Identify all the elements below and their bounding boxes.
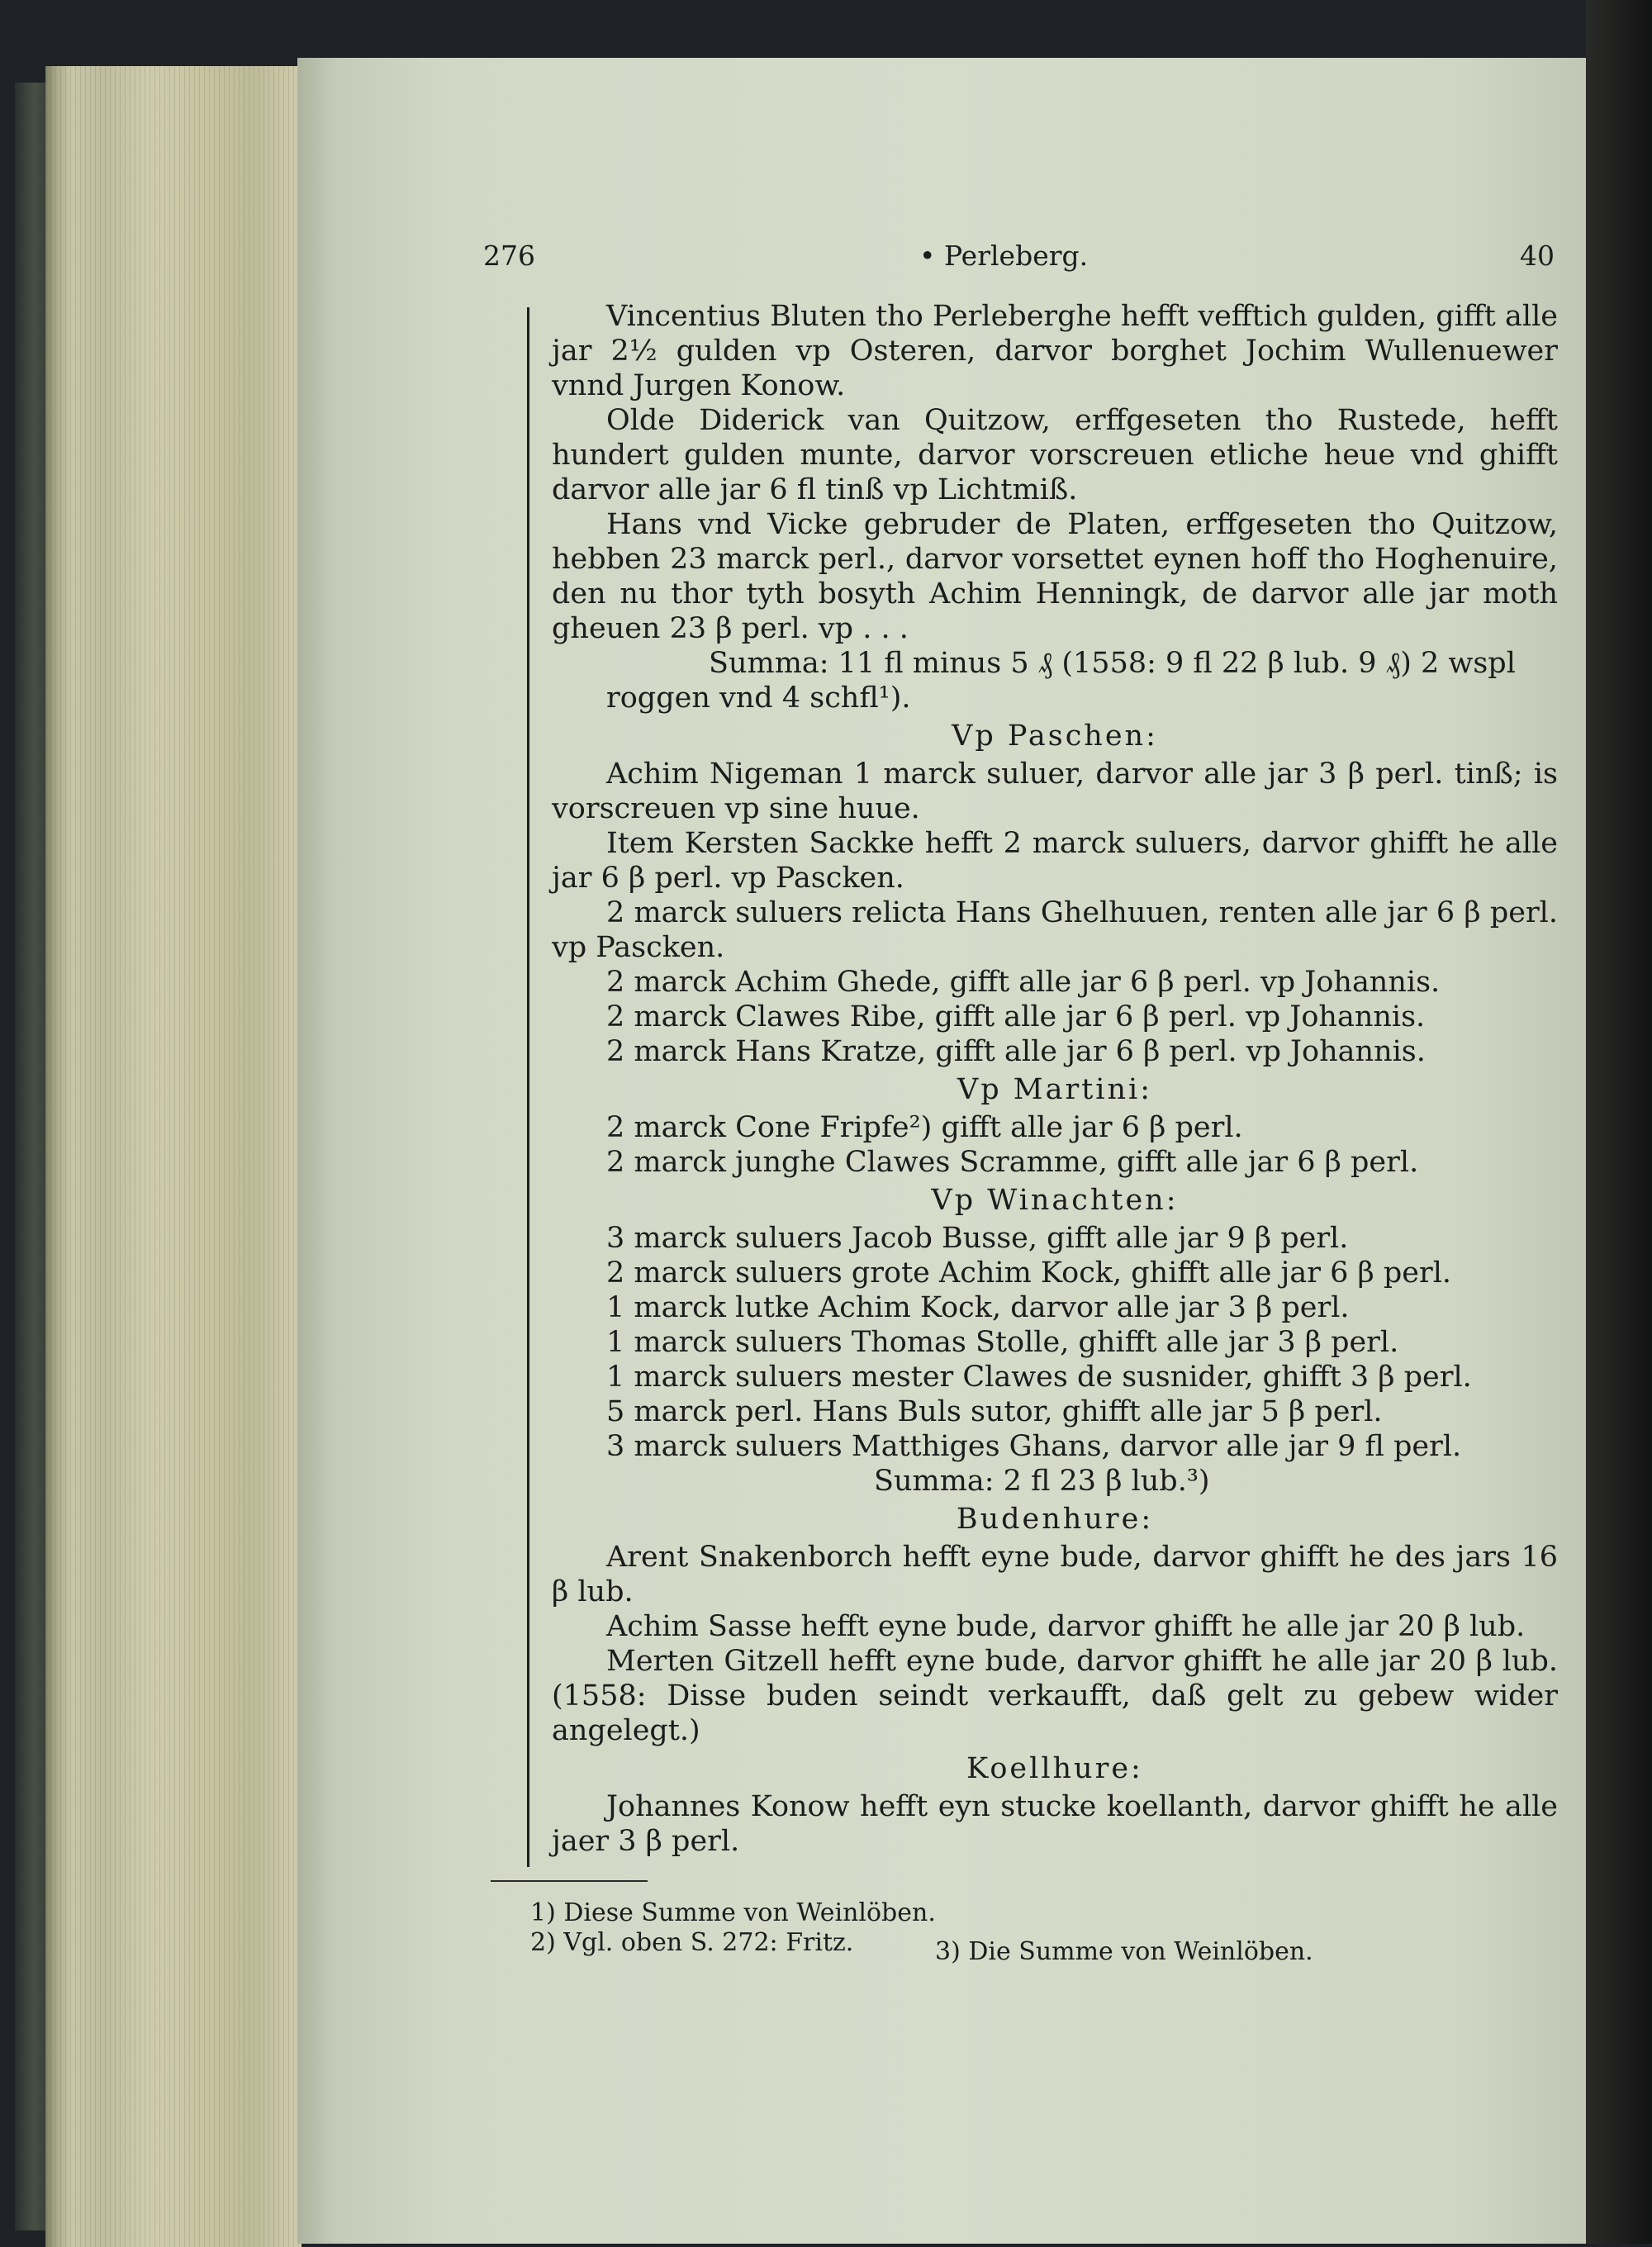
entry: Merten Gitzell hefft eyne bude, darvor ghifft he alle jar 20 β lub. (1558: Disse buden seindt verkaufft, daß gelt zu gebew wider angelegt.): [552, 1645, 1558, 1747]
entry: 2 marck Cone Fripfe²) gifft alle jar 6 β perl.: [606, 1111, 1243, 1144]
page-number: 276: [483, 240, 535, 272]
paragraph: Olde Diderick van Quitzow, erffgeseten tho Rustede, hefft hundert gulden munte, darvor vorscreuen etliche heue vnd ghifft darvor alle jar 6 fl tinß vp Lichtmiß.: [552, 404, 1558, 506]
entry: 3 marck suluers Matthiges Ghans, darvor alle jar 9 fl perl.: [606, 1430, 1462, 1463]
summa-line: Summa: 2 fl 23 β lub.³): [874, 1465, 1210, 1498]
section-heading: Koellhure:: [966, 1752, 1143, 1785]
running-title: • Perleberg.: [919, 240, 1089, 272]
entry: Item Kersten Sackke hefft 2 marck suluers, darvor ghifft he alle jar 6 β perl. vp Pascken.: [552, 827, 1558, 895]
summa-line-cont: roggen vnd 4 schfl¹).: [606, 682, 911, 715]
footnote: 1) Diese Summe von Weinlöben.: [530, 1898, 936, 1927]
section-heading: Budenhure:: [956, 1503, 1154, 1536]
summa-line: Summa: 11 fl minus 5 ₰ (1558: 9 fl 22 β lub. 9 ₰) 2 wspl: [709, 647, 1516, 680]
entry: 2 marck suluers grote Achim Kock, ghifft alle jar 6 β perl.: [606, 1257, 1452, 1290]
page-edges: [45, 66, 301, 2247]
entry: Achim Nigeman 1 marck suluer, darvor alle jar 3 β perl. tinß; is vorscreuen vp sine huue.: [552, 758, 1558, 825]
main-text: [552, 299, 1558, 1859]
section-heading: Vp Winachten:: [931, 1184, 1179, 1217]
entry: Arent Snakenborch hefft eyne bude, darvor ghifft he des jars 16 β lub.: [552, 1541, 1558, 1608]
entry: Johannes Konow hefft eyn stucke koellanth, darvor ghifft he alle jaer 3 β perl.: [552, 1790, 1558, 1858]
right-page-shadow: [1586, 0, 1652, 2244]
entry: 2 marck Clawes Ribe, gifft alle jar 6 β perl. vp Johannis.: [606, 1000, 1426, 1033]
entry: 1 marck suluers mester Clawes de susnider, ghifft 3 β perl.: [606, 1361, 1472, 1394]
footnote-rule: [491, 1880, 648, 1882]
entry: 3 marck suluers Jacob Busse, gifft alle jar 9 β perl.: [606, 1222, 1349, 1255]
column-number: 40: [1520, 240, 1555, 272]
margin-rule: [527, 307, 529, 1867]
entry: 1 marck suluers Thomas Stolle, ghifft alle jar 3 β perl.: [606, 1326, 1399, 1359]
entry: 2 marck Hans Kratze, gifft alle jar 6 β perl. vp Johannis.: [606, 1035, 1426, 1068]
section-heading: Vp Paschen:: [952, 720, 1158, 753]
footnote: 3) Die Summe von Weinlöben.: [935, 1937, 1313, 1966]
paragraph: Hans vnd Vicke gebruder de Platen, erffgeseten tho Quitzow, hebben 23 marck perl., darvor vorsettet eynen hoff tho Hoghenuire, den nu thor tyth bosyth Achim Henningk, de darvor alle jar moth gheuen 23 β perl. vp . . .: [552, 508, 1558, 645]
entry: 2 marck Achim Ghede, gifft alle jar 6 β perl. vp Johannis.: [606, 966, 1441, 999]
footnote: 2) Vgl. oben S. 272: Fritz.: [530, 1928, 854, 1957]
entry: Achim Sasse hefft eyne bude, darvor ghifft he alle jar 20 β lub.: [606, 1610, 1526, 1643]
entry: 1 marck lutke Achim Kock, darvor alle jar 3 β perl.: [606, 1291, 1350, 1324]
paragraph: Vincentius Bluten tho Perleberghe hefft vefftich gulden, gifft alle jar 2½ gulden vp Osteren, darvor borghet Jochim Wullenuewer vnnd Jurgen Konow.: [552, 300, 1558, 402]
entry: 5 marck perl. Hans Buls sutor, ghifft alle jar 5 β perl.: [606, 1395, 1383, 1428]
entry: 2 marck junghe Clawes Scramme, gifft alle jar 6 β perl.: [606, 1146, 1419, 1179]
section-heading: Vp Martini:: [957, 1073, 1153, 1106]
entry: 2 marck suluers relicta Hans Ghelhuuen, renten alle jar 6 β perl. vp Pascken.: [552, 896, 1558, 964]
